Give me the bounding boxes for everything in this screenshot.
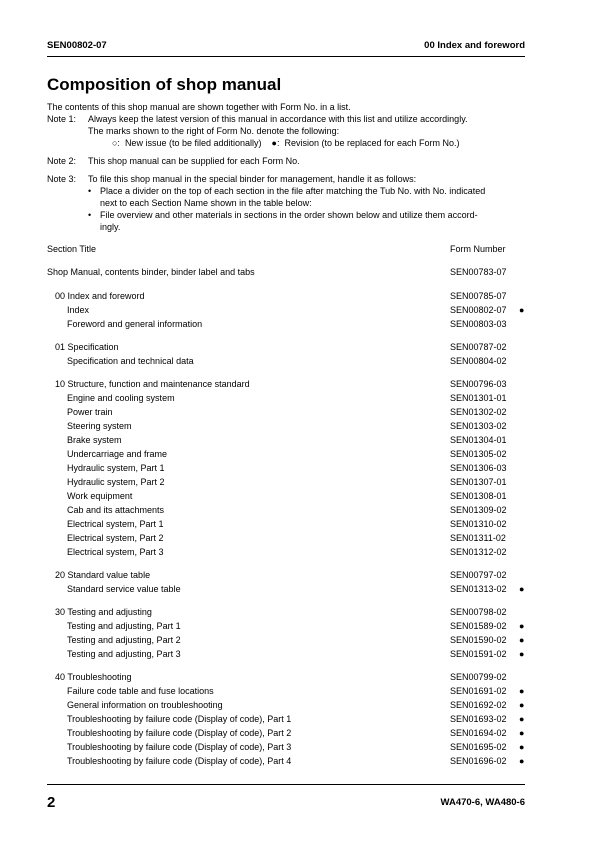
section-title-cell: Specification and technical data xyxy=(67,356,194,366)
form-number-cell: SEN01304-01 xyxy=(450,435,507,445)
section-title-cell: Troubleshooting by failure code (Display of code), Part 2 xyxy=(67,728,292,738)
section-title-cell: 10 Structure, function and maintenance standard xyxy=(55,379,250,389)
table-row xyxy=(47,448,527,460)
form-number-cell: SEN01305-02 xyxy=(450,449,507,459)
section-title-cell: Brake system xyxy=(67,435,122,445)
form-number-cell: SEN01691-02 xyxy=(450,686,507,696)
col-header-form-number: Form Number xyxy=(450,244,506,254)
section-title-cell: Power train xyxy=(67,407,113,417)
bullet-1-line1: Place a divider on the top of each section in the file after matching the Tub No. with No. indicated xyxy=(100,186,486,196)
revision-mark-icon: ● xyxy=(519,305,525,315)
form-number-cell: SEN00785-07 xyxy=(450,291,507,301)
note-3 xyxy=(47,173,527,233)
section-title-cell: Undercarriage and frame xyxy=(67,449,168,459)
table-header xyxy=(47,243,527,255)
table-row xyxy=(47,648,527,660)
bullet-icon: • xyxy=(88,210,92,220)
table-row xyxy=(47,490,527,502)
section-title-cell: Electrical system, Part 2 xyxy=(67,533,164,543)
note-1-legend: ○: New issue (to be filed additionally) ●: Revision (to be replaced for each Form No.) xyxy=(112,138,460,148)
form-number-cell: SEN01302-02 xyxy=(450,407,507,417)
revision-mark-icon: ● xyxy=(519,714,525,724)
revision-mark-icon: ● xyxy=(519,728,525,738)
section-title-cell: Cab and its attachments xyxy=(67,505,165,515)
table-row xyxy=(47,546,527,558)
form-number-cell: SEN00796-03 xyxy=(450,379,507,389)
section-title-cell: Work equipment xyxy=(67,491,133,501)
section-title-cell: 20 Standard value table xyxy=(55,570,151,580)
section-title-cell: Electrical system, Part 1 xyxy=(67,519,164,529)
form-number-cell: SEN00803-03 xyxy=(450,319,507,329)
page-header xyxy=(47,40,525,54)
bullet-1-line2: next to each Section Name shown in the table below: xyxy=(100,198,312,208)
form-number-cell: SEN00798-02 xyxy=(450,607,507,617)
section-title-cell: Engine and cooling system xyxy=(67,393,175,403)
section-title-cell: Hydraulic system, Part 2 xyxy=(67,477,165,487)
section-title-cell: Electrical system, Part 3 xyxy=(67,547,164,557)
note-2-text: This shop manual can be supplied for each Form No. xyxy=(88,156,300,166)
section-title-cell: 30 Testing and adjusting xyxy=(55,607,152,617)
table-row xyxy=(47,727,527,739)
table-row xyxy=(47,341,527,353)
form-number-cell: SEN01695-02 xyxy=(450,742,507,752)
section-name: 00 Index and foreword xyxy=(424,40,525,51)
header-rule xyxy=(47,56,525,57)
form-number-cell: SEN01591-02 xyxy=(450,649,507,659)
revision-mark-icon: ● xyxy=(519,621,525,631)
form-number-cell: SEN00797-02 xyxy=(450,570,507,580)
table-row xyxy=(47,755,527,767)
bullet-icon: • xyxy=(88,186,92,196)
table-row xyxy=(47,406,527,418)
section-title-cell: Shop Manual, contents binder, binder label and tabs xyxy=(47,267,255,277)
section-title-cell: Index xyxy=(67,305,90,315)
revision-mark-icon: ● xyxy=(519,584,525,594)
form-number-cell: SEN01309-02 xyxy=(450,505,507,515)
bullet-2-line2: ingly. xyxy=(100,222,121,232)
section-title-cell: Hydraulic system, Part 1 xyxy=(67,463,165,473)
model-names: WA470-6, WA480-6 xyxy=(440,797,525,808)
note-1 xyxy=(47,113,527,149)
revision-mark-icon: ● xyxy=(519,742,525,752)
form-number-cell: SEN01692-02 xyxy=(450,700,507,710)
form-number-cell: SEN01310-02 xyxy=(450,519,507,529)
section-title-cell: General information on troubleshooting xyxy=(67,700,223,710)
table-row xyxy=(47,634,527,646)
form-number-cell: SEN01693-02 xyxy=(450,714,507,724)
revision-mark-icon: ● xyxy=(519,686,525,696)
form-number-cell: SEN01589-02 xyxy=(450,621,507,631)
intro-text: The contents of this shop manual are shown together with Form No. in a list. xyxy=(47,102,351,112)
note-3-text: To file this shop manual in the special binder for management, handle it as follows: xyxy=(88,174,417,184)
section-title-cell: Foreword and general information xyxy=(67,319,203,329)
table-row xyxy=(47,504,527,516)
note-1-line1: Always keep the latest version of this manual in accordance with this list and utilize accordingly. xyxy=(88,114,468,124)
revision-mark-icon: ● xyxy=(519,756,525,766)
table-row xyxy=(47,476,527,488)
table-row xyxy=(47,355,527,367)
table-row xyxy=(47,620,527,632)
section-title-cell: 01 Specification xyxy=(55,342,119,352)
col-header-section-title: Section Title xyxy=(47,244,97,254)
form-number-cell: SEN01590-02 xyxy=(450,635,507,645)
revision-mark-icon: ● xyxy=(519,649,525,659)
doc-code: SEN00802-07 xyxy=(47,40,107,51)
note-3-bullet-1 xyxy=(88,185,528,209)
table-row xyxy=(47,392,527,404)
section-title-cell: Standard service value table xyxy=(67,584,181,594)
table-row xyxy=(47,532,527,544)
page-title: Composition of shop manual xyxy=(47,75,282,94)
table-row xyxy=(47,518,527,530)
section-title-cell: Testing and adjusting, Part 2 xyxy=(67,635,181,645)
form-number-cell: SEN01696-02 xyxy=(450,756,507,766)
note-3-bullet-2 xyxy=(88,209,528,233)
section-title-cell: Troubleshooting by failure code (Display of code), Part 3 xyxy=(67,742,292,752)
note-2 xyxy=(47,155,527,167)
form-number-cell: SEN01312-02 xyxy=(450,547,507,557)
note-1-label: Note 1: xyxy=(47,114,77,124)
section-title-cell: Troubleshooting by failure code (Display of code), Part 4 xyxy=(67,756,292,766)
table-row xyxy=(47,741,527,753)
section-title-cell: Steering system xyxy=(67,421,132,431)
table-row xyxy=(47,606,527,618)
table-row xyxy=(47,378,527,390)
form-number-cell: SEN00804-02 xyxy=(450,356,507,366)
section-title-cell: Testing and adjusting, Part 1 xyxy=(67,621,181,631)
table-row xyxy=(47,685,527,697)
form-number-cell: SEN00787-02 xyxy=(450,342,507,352)
form-number-cell: SEN00802-07 xyxy=(450,305,507,315)
bullet-2-line1: File overview and other materials in sections in the order shown below and utilize them accord- xyxy=(100,210,478,220)
note-1-line2: The marks shown to the right of Form No. denote the following: xyxy=(88,126,340,136)
section-title-cell: Troubleshooting by failure code (Display of code), Part 1 xyxy=(67,714,292,724)
form-number-cell: SEN01307-01 xyxy=(450,477,507,487)
table-row xyxy=(47,318,527,330)
table-row xyxy=(47,671,527,683)
table-row xyxy=(47,290,527,302)
table-row xyxy=(47,569,527,581)
form-number-cell: SEN01306-03 xyxy=(450,463,507,473)
table-row xyxy=(47,304,527,316)
form-number-cell: SEN01311-02 xyxy=(450,533,506,543)
table-row xyxy=(47,266,527,278)
form-number-cell: SEN00783-07 xyxy=(450,267,507,277)
section-title-cell: 40 Troubleshooting xyxy=(55,672,132,682)
note-3-label: Note 3: xyxy=(47,174,77,184)
form-number-cell: SEN00799-02 xyxy=(450,672,507,682)
table-row xyxy=(47,462,527,474)
section-title-cell: Testing and adjusting, Part 3 xyxy=(67,649,181,659)
revision-mark-icon: ● xyxy=(519,700,525,710)
table-row xyxy=(47,699,527,711)
table-row xyxy=(47,420,527,432)
form-number-cell: SEN01303-02 xyxy=(450,421,507,431)
form-number-cell: SEN01308-01 xyxy=(450,491,507,501)
table-row xyxy=(47,713,527,725)
section-title-cell: Failure code table and fuse locations xyxy=(67,686,214,696)
revision-mark-icon: ● xyxy=(519,635,525,645)
footer-rule xyxy=(47,784,525,785)
page-number: 2 xyxy=(47,794,56,811)
table-row xyxy=(47,583,527,595)
table-row xyxy=(47,434,527,446)
form-number-cell: SEN01694-02 xyxy=(450,728,507,738)
form-number-cell: SEN01313-02 xyxy=(450,584,507,594)
form-number-cell: SEN01301-01 xyxy=(450,393,507,403)
section-title-cell: 00 Index and foreword xyxy=(55,291,145,301)
note-2-label: Note 2: xyxy=(47,156,77,166)
